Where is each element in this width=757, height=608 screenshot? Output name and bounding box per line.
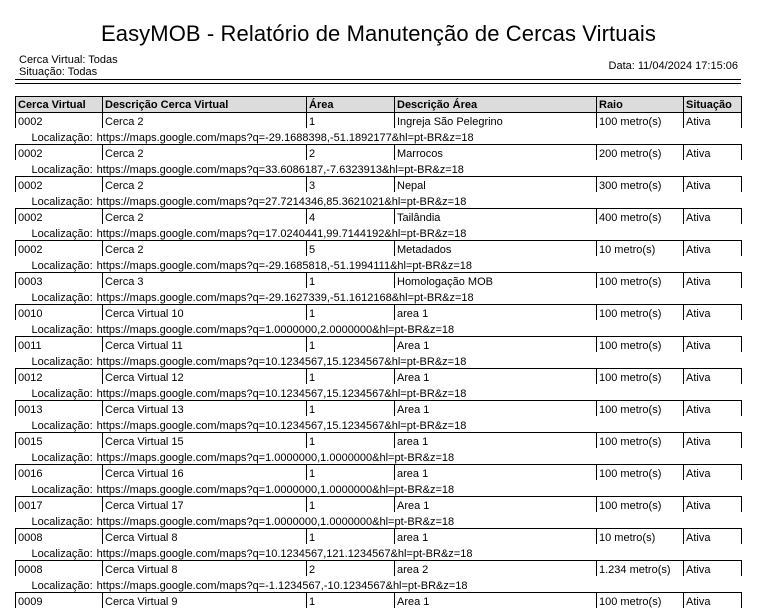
cell-fence: 0009 xyxy=(16,593,103,608)
location-label: Localização: xyxy=(31,228,93,240)
cell-area: 1 xyxy=(307,305,395,321)
cell-area-desc: area 2 xyxy=(395,561,597,577)
cell-area: 1 xyxy=(307,113,395,129)
location-label: Localização: xyxy=(31,420,93,432)
location-row xyxy=(16,416,742,433)
cell-fence: 0002 xyxy=(16,177,103,193)
cell-fence: 0011 xyxy=(16,337,103,353)
cell-area: 5 xyxy=(307,241,395,257)
cell-status: Ativa xyxy=(684,113,742,129)
cell-status: Ativa xyxy=(684,369,742,385)
location-url: https://maps.google.com/maps?q=1.0000000,2.0000000&hl=pt-BR&z=18 xyxy=(96,324,455,336)
location-label: Localização: xyxy=(31,292,93,304)
cell-area-desc: Metadados xyxy=(395,241,597,257)
cell-fence: 0002 xyxy=(16,241,103,257)
cell-area: 3 xyxy=(307,177,395,193)
location-label: Localização: xyxy=(31,452,93,464)
location-url: https://maps.google.com/maps?q=-1.1234567,-10.1234567&hl=pt-BR&z=18 xyxy=(96,580,468,592)
location-row xyxy=(16,480,742,497)
location-row xyxy=(16,448,742,465)
cell-status: Ativa xyxy=(684,305,742,321)
cell-radius: 100 metro(s) xyxy=(597,337,684,353)
cell-fence-desc: Cerca Virtual 12 xyxy=(103,369,307,385)
table-row xyxy=(16,465,742,481)
location-label: Localização: xyxy=(31,260,93,272)
location-row xyxy=(16,128,742,145)
cell-status: Ativa xyxy=(684,241,742,257)
location-label: Localização: xyxy=(31,580,93,592)
col-header-area-desc: Descrição Área xyxy=(395,97,597,113)
cell-fence: 0008 xyxy=(16,561,103,577)
cell-status: Ativa xyxy=(684,593,742,608)
location-cell xyxy=(16,384,742,401)
cell-area: 1 xyxy=(307,273,395,289)
table-row xyxy=(16,113,742,129)
cell-status: Ativa xyxy=(684,145,742,161)
cell-fence: 0013 xyxy=(16,401,103,417)
cell-fence: 0010 xyxy=(16,305,103,321)
location-row xyxy=(16,160,742,177)
location-cell xyxy=(16,416,742,433)
cell-fence-desc: Cerca 2 xyxy=(103,145,307,161)
cell-radius: 100 metro(s) xyxy=(597,497,684,513)
cell-status: Ativa xyxy=(684,465,742,481)
cell-status: Ativa xyxy=(684,561,742,577)
cell-status: Ativa xyxy=(684,177,742,193)
location-cell xyxy=(16,288,742,305)
table-row xyxy=(16,177,742,193)
location-cell xyxy=(16,256,742,273)
cell-radius: 100 metro(s) xyxy=(597,273,684,289)
cell-area-desc: Area 1 xyxy=(395,593,597,608)
col-header-fence-desc: Descrição Cerca Virtual xyxy=(103,97,307,113)
location-label: Localização: xyxy=(31,484,93,496)
cell-radius: 100 metro(s) xyxy=(597,465,684,481)
cell-area-desc: Area 1 xyxy=(395,369,597,385)
location-label: Localização: xyxy=(31,356,93,368)
cell-area-desc: Ingreja São Pelegrino xyxy=(395,113,597,129)
cell-fence-desc: Cerca Virtual 16 xyxy=(103,465,307,481)
header-divider-bottom xyxy=(15,83,741,84)
cell-radius: 100 metro(s) xyxy=(597,401,684,417)
location-row xyxy=(16,384,742,401)
cell-status: Ativa xyxy=(684,497,742,513)
cell-area: 4 xyxy=(307,209,395,225)
table-row xyxy=(16,145,742,161)
cell-fence: 0002 xyxy=(16,113,103,129)
location-cell xyxy=(16,576,742,593)
cell-fence: 0003 xyxy=(16,273,103,289)
cell-area: 2 xyxy=(307,145,395,161)
table-row xyxy=(16,241,742,257)
cell-fence-desc: Cerca 2 xyxy=(103,209,307,225)
cell-fence-desc: Cerca Virtual 13 xyxy=(103,401,307,417)
location-label: Localização: xyxy=(31,388,93,400)
cell-area-desc: Area 1 xyxy=(395,337,597,353)
location-cell xyxy=(16,320,742,337)
location-cell xyxy=(16,480,742,497)
location-url: https://maps.google.com/maps?q=-29.1627339,-51.1612168&hl=pt-BR&z=18 xyxy=(96,292,474,304)
cell-status: Ativa xyxy=(684,401,742,417)
location-cell xyxy=(16,544,742,561)
location-url: https://maps.google.com/maps?q=1.0000000,1.0000000&hl=pt-BR&z=18 xyxy=(96,516,455,528)
cell-radius: 300 metro(s) xyxy=(597,177,684,193)
location-url: https://maps.google.com/maps?q=-29.1688398,-51.1892177&hl=pt-BR&z=18 xyxy=(96,132,474,144)
location-row xyxy=(16,576,742,593)
header-divider-top xyxy=(15,79,741,80)
location-url: https://maps.google.com/maps?q=-29.1685818,-51.1994111&hl=pt-BR&z=18 xyxy=(96,260,473,272)
cell-fence: 0008 xyxy=(16,529,103,545)
report-filters xyxy=(19,54,118,78)
table-row xyxy=(16,305,742,321)
cell-area-desc: area 1 xyxy=(395,529,597,545)
cell-fence-desc: Cerca 2 xyxy=(103,113,307,129)
location-url: https://maps.google.com/maps?q=10.1234567,15.1234567&hl=pt-BR&z=18 xyxy=(96,356,467,368)
table-row xyxy=(16,369,742,385)
table-row xyxy=(16,497,742,513)
cell-area: 2 xyxy=(307,561,395,577)
cell-status: Ativa xyxy=(684,337,742,353)
location-label: Localização: xyxy=(31,196,93,208)
cell-fence-desc: Cerca Virtual 8 xyxy=(103,561,307,577)
location-label: Localização: xyxy=(31,164,93,176)
location-cell xyxy=(16,352,742,369)
location-url: https://maps.google.com/maps?q=10.1234567,121.1234567&hl=pt-BR&z=18 xyxy=(96,548,473,560)
cell-radius: 100 metro(s) xyxy=(597,593,684,608)
location-cell xyxy=(16,224,742,241)
cell-area: 1 xyxy=(307,337,395,353)
location-cell xyxy=(16,448,742,465)
location-row xyxy=(16,256,742,273)
fences-table xyxy=(15,96,742,608)
table-row xyxy=(16,433,742,449)
cell-fence-desc: Cerca Virtual 10 xyxy=(103,305,307,321)
table-row xyxy=(16,529,742,545)
location-label: Localização: xyxy=(31,516,93,528)
cell-fence: 0015 xyxy=(16,433,103,449)
table-row xyxy=(16,273,742,289)
location-label: Localização: xyxy=(31,548,93,560)
location-url: https://maps.google.com/maps?q=1.0000000,1.0000000&hl=pt-BR&z=18 xyxy=(96,484,455,496)
cell-radius: 100 metro(s) xyxy=(597,369,684,385)
filter-fence: Cerca Virtual: Todas xyxy=(19,54,118,66)
col-header-radius: Raio xyxy=(597,97,684,113)
cell-area-desc: area 1 xyxy=(395,433,597,449)
cell-fence: 0002 xyxy=(16,145,103,161)
table-header-row xyxy=(16,97,742,113)
location-url: https://maps.google.com/maps?q=17.0240441,99.7144192&hl=pt-BR&z=18 xyxy=(96,228,467,240)
report-date: Data: 11/04/2024 17:15:06 xyxy=(608,60,738,72)
cell-status: Ativa xyxy=(684,529,742,545)
cell-area: 1 xyxy=(307,593,395,608)
location-row xyxy=(16,224,742,241)
cell-radius: 400 metro(s) xyxy=(597,209,684,225)
cell-radius: 10 metro(s) xyxy=(597,241,684,257)
cell-radius: 100 metro(s) xyxy=(597,433,684,449)
cell-fence-desc: Cerca Virtual 15 xyxy=(103,433,307,449)
table-row xyxy=(16,337,742,353)
location-cell xyxy=(16,512,742,529)
cell-area: 1 xyxy=(307,465,395,481)
col-header-status: Situação xyxy=(684,97,742,113)
cell-status: Ativa xyxy=(684,209,742,225)
cell-radius: 10 metro(s) xyxy=(597,529,684,545)
cell-status: Ativa xyxy=(684,433,742,449)
cell-fence: 0017 xyxy=(16,497,103,513)
cell-area-desc: Area 1 xyxy=(395,497,597,513)
cell-radius: 1.234 metro(s) xyxy=(597,561,684,577)
col-header-area: Área xyxy=(307,97,395,113)
location-label: Localização: xyxy=(31,324,93,336)
cell-area: 1 xyxy=(307,497,395,513)
cell-fence-desc: Cerca Virtual 17 xyxy=(103,497,307,513)
location-url: https://maps.google.com/maps?q=27.7214346,85.3621021&hl=pt-BR&z=18 xyxy=(96,196,467,208)
cell-fence: 0012 xyxy=(16,369,103,385)
cell-area: 1 xyxy=(307,529,395,545)
cell-area: 1 xyxy=(307,369,395,385)
cell-area-desc: Nepal xyxy=(395,177,597,193)
location-cell xyxy=(16,192,742,209)
cell-area-desc: area 1 xyxy=(395,305,597,321)
cell-fence-desc: Cerca Virtual 11 xyxy=(103,337,307,353)
location-label: Localização: xyxy=(31,132,93,144)
cell-fence-desc: Cerca 2 xyxy=(103,177,307,193)
cell-fence-desc: Cerca Virtual 8 xyxy=(103,529,307,545)
cell-fence: 0002 xyxy=(16,209,103,225)
cell-radius: 100 metro(s) xyxy=(597,305,684,321)
table-row xyxy=(16,209,742,225)
cell-area: 1 xyxy=(307,433,395,449)
table-row xyxy=(16,401,742,417)
location-url: https://maps.google.com/maps?q=10.1234567,15.1234567&hl=pt-BR&z=18 xyxy=(96,420,467,432)
cell-area-desc: Marrocos xyxy=(395,145,597,161)
cell-radius: 200 metro(s) xyxy=(597,145,684,161)
location-row xyxy=(16,320,742,337)
location-row xyxy=(16,512,742,529)
filter-status: Situação: Todas xyxy=(19,66,98,78)
cell-area-desc: Homologação MOB xyxy=(395,273,597,289)
col-header-fence: Cerca Virtual xyxy=(16,97,103,113)
location-url: https://maps.google.com/maps?q=33.6086187,-7.6323913&hl=pt-BR&z=18 xyxy=(96,164,464,176)
cell-area-desc: Tailândia xyxy=(395,209,597,225)
location-row xyxy=(16,544,742,561)
cell-area-desc: area 1 xyxy=(395,465,597,481)
location-cell xyxy=(16,128,742,145)
location-row xyxy=(16,288,742,305)
cell-radius: 100 metro(s) xyxy=(597,113,684,129)
location-url: https://maps.google.com/maps?q=10.1234567,15.1234567&hl=pt-BR&z=18 xyxy=(96,388,467,400)
cell-status: Ativa xyxy=(684,273,742,289)
table-row xyxy=(16,593,742,608)
location-row xyxy=(16,352,742,369)
cell-fence-desc: Cerca 2 xyxy=(103,241,307,257)
location-url: https://maps.google.com/maps?q=1.0000000,1.0000000&hl=pt-BR&z=18 xyxy=(96,452,455,464)
cell-area: 1 xyxy=(307,401,395,417)
cell-fence-desc: Cerca 3 xyxy=(103,273,307,289)
location-cell xyxy=(16,160,742,177)
location-row xyxy=(16,192,742,209)
cell-fence: 0016 xyxy=(16,465,103,481)
table-row xyxy=(16,561,742,577)
cell-area-desc: Area 1 xyxy=(395,401,597,417)
cell-fence-desc: Cerca Virtual 9 xyxy=(103,593,307,608)
report-title: EasyMOB - Relatório de Manutenção de Cercas Virtuais xyxy=(100,21,657,46)
